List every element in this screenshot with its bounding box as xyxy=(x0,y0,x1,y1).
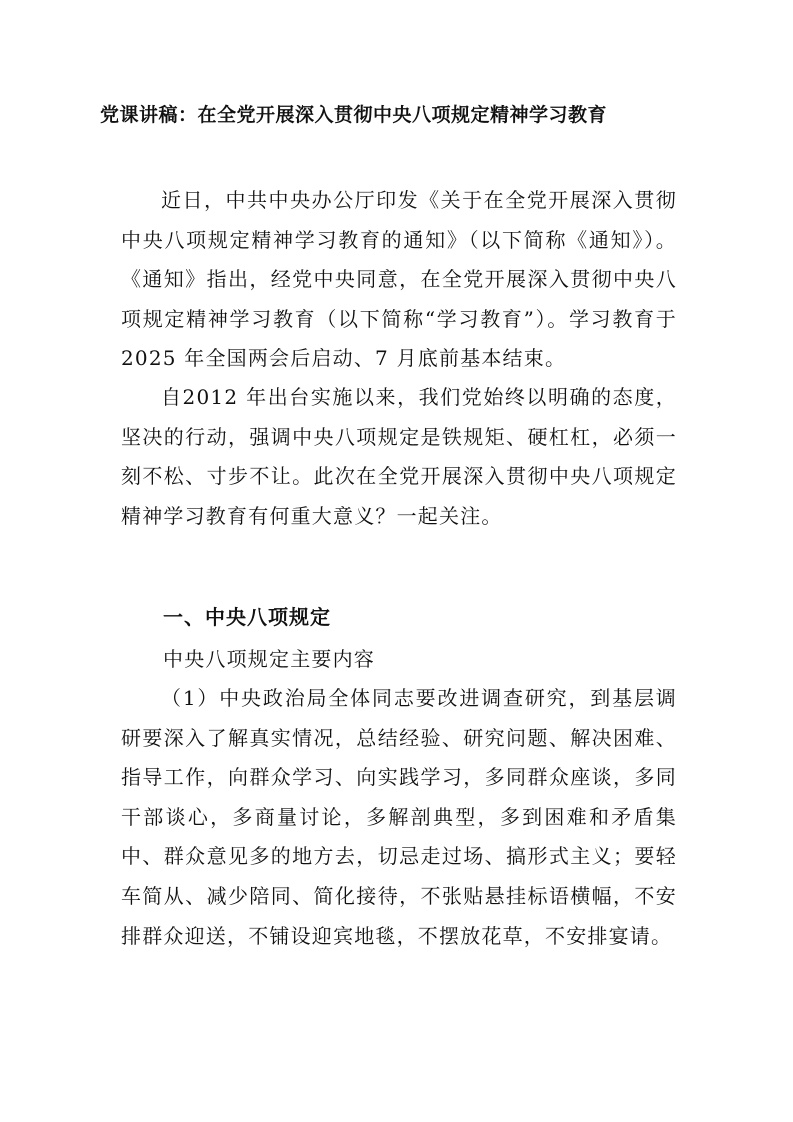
section-heading: 一、中央八项规定 xyxy=(163,605,331,629)
paragraph-significance: 自2012 年出台实施以来，我们党始终以明确的态度，坚决的行动，强调中央八项规定是铁规矩、硬杠杠，必须一刻不松、寸步不让。此次在全党开展深入贯彻中央八项规定精神学习教育有何重大意义？一起关注。 xyxy=(121,385,677,528)
paragraph-intro: 近日，中共中央办公厅印发《关于在全党开展深入贯彻中央八项规定精神学习教育的通知》（以下简称《通知》）。《通知》指出，经党中央同意，在全党开展深入贯彻中央八项规定精神学习教育（以下简称“学习教育”）。学习教育于 2025 年全国两会后启动、7 月底前基本结束。 xyxy=(121,188,677,371)
paragraph-item-1: （1）中央政治局全体同志要改进调查研究，到基层调研要深入了解真实情况，总结经验、研究问题、解决困难、指导工作，向群众学习、向实践学习，多同群众座谈，多同干部谈心，多商量讨论，多解剖典型，多到困难和矛盾集中、群众意见多的地方去，切忌走过场、搞形式主义；要轻车简从、减少陪同、简化接待，不张贴悬挂标语横幅，不安排群众迎送，不铺设迎宾地毯，不摆放花草，不安排宴请。 xyxy=(121,686,677,948)
document-title: 党课讲稿：在全党开展深入贯彻中央八项规定精神学习教育 xyxy=(100,104,608,126)
subheading: 中央八项规定主要内容 xyxy=(163,647,375,671)
